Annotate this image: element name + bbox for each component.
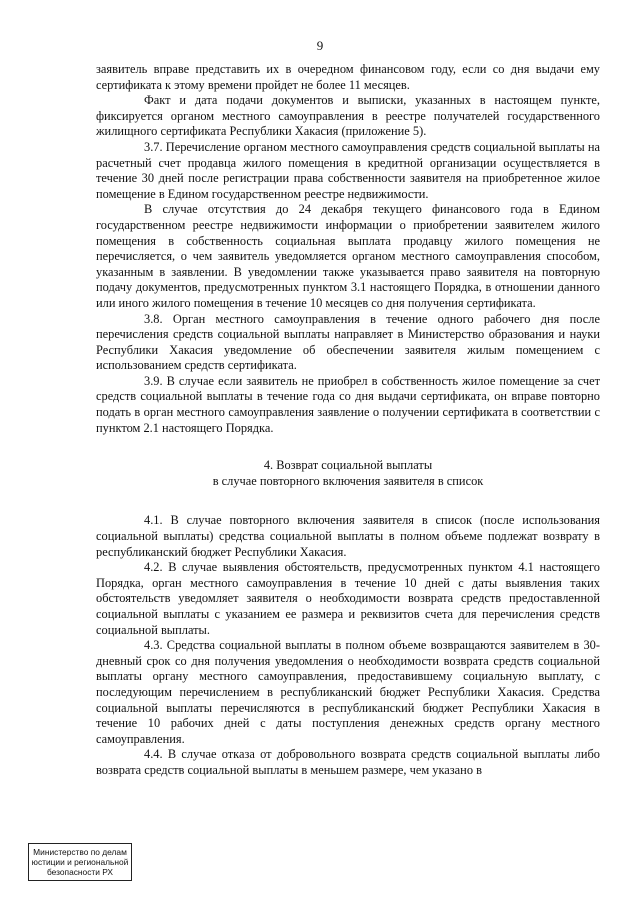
paragraph-4-2: 4.2. В случае выявления обстоятельств, предусмотренных пунктом 4.1 настоящего Порядка, орган местного самоуправления в течение 10 дней с даты выявления таких обстоятельств уведомляет заявителя о необходимости возврата средств предоставленной социальной выплаты с указанием ее размера и реквизитов счета для перечисления средств социальной выплаты. xyxy=(96,560,600,637)
section-heading xyxy=(96,458,600,489)
stamp-line-2: юстиции и региональной xyxy=(31,857,129,867)
ministry-stamp xyxy=(28,843,132,881)
paragraph-3-7: 3.7. Перечисление органом местного самоуправления средств социальной выплаты на расчетный счет продавца жилого помещения в кредитной организации осуществляется в течение 30 дней после регистрации права собственности заявителя на приобретенное жилое помещение в Едином государственном реестре недвижимости. xyxy=(96,139,600,201)
stamp-line-1: Министерство по делам xyxy=(33,847,127,857)
paragraph: Факт и дата подачи документов и выписки, указанных в настоящем пункте, фиксируется органом местного самоуправления в реестре получателей государственного жилищного сертификата Республики Хакасия (приложение 5). xyxy=(96,93,600,139)
stamp-line-3: безопасности РХ xyxy=(46,867,114,877)
document-body xyxy=(96,62,600,779)
paragraph-3-9: 3.9. В случае если заявитель не приобрел в собственность жилое помещение за счет средств социальной выплаты в течение года со дня выдачи сертификата, он вправе повторно подать в орган местного самоуправления заявление о получении сертификата в соответствии с пунктом 2.1 настоящего Порядка. xyxy=(96,373,600,435)
paragraph-4-3: 4.3. Средства социальной выплаты в полном объеме возвращаются заявителем в 30-дневный срок со дня получения уведомления о необходимости возврата средств социальной выплаты органу местного самоуправления, предоставившему социальную выплату, с последующим перечислением в республиканский бюджет Республики Хакасия. Средства социальной выплаты перечисляются в республиканский бюджет Республики Хакасия в течение 10 рабочих дней с даты поступления денежных средств органу местного самоуправления. xyxy=(96,638,600,746)
paragraph: В случае отсутствия до 24 декабря текущего финансового года в Едином государственном реестре недвижимости информации о приобретении заявителем жилого помещения в собственность социальная выплата продавцу жилого помещения не перечисляется, о чем заявитель уведомляется органом местного самоуправления способом, указанным в заявлении. В уведомлении также указывается право заявителя на повторную подачу документов, предусмотренных пунктом 3.1 настоящего Порядка, в отношении данного или иного жилого помещения в течение 10 месяцев со дня получения сертификата. xyxy=(96,202,600,310)
section-heading-line-1: 4. Возврат социальной выплаты xyxy=(263,458,433,473)
page-number: 9 xyxy=(316,38,324,53)
paragraph-4-1: 4.1. В случае повторного включения заявителя в список (после использования социальной выплаты) средства социальной выплаты в полном объеме подлежат возврату в республиканский бюджет Республики Хакасия. xyxy=(96,513,600,559)
paragraph-4-4: 4.4. В случае отказа от добровольного возврата средств социальной выплаты либо возврата средств социальной выплаты в меньшем размере, чем указано в xyxy=(96,747,600,777)
paragraph-continuation: заявитель вправе представить их в очередном финансовом году, если со дня выдачи ему сертификата к этому времени пройдет не более 11 месяцев. xyxy=(96,62,600,92)
section-heading-line-2: в случае повторного включения заявителя в список xyxy=(212,473,484,488)
paragraph-3-8: 3.8. Орган местного самоуправления в течение одного рабочего дня после перечисления средств социальной выплаты направляет в Министерство образования и науки Республики Хакасия уведомление об обеспечении заявителя жилым помещением с использованием средств сертификата. xyxy=(96,311,600,373)
